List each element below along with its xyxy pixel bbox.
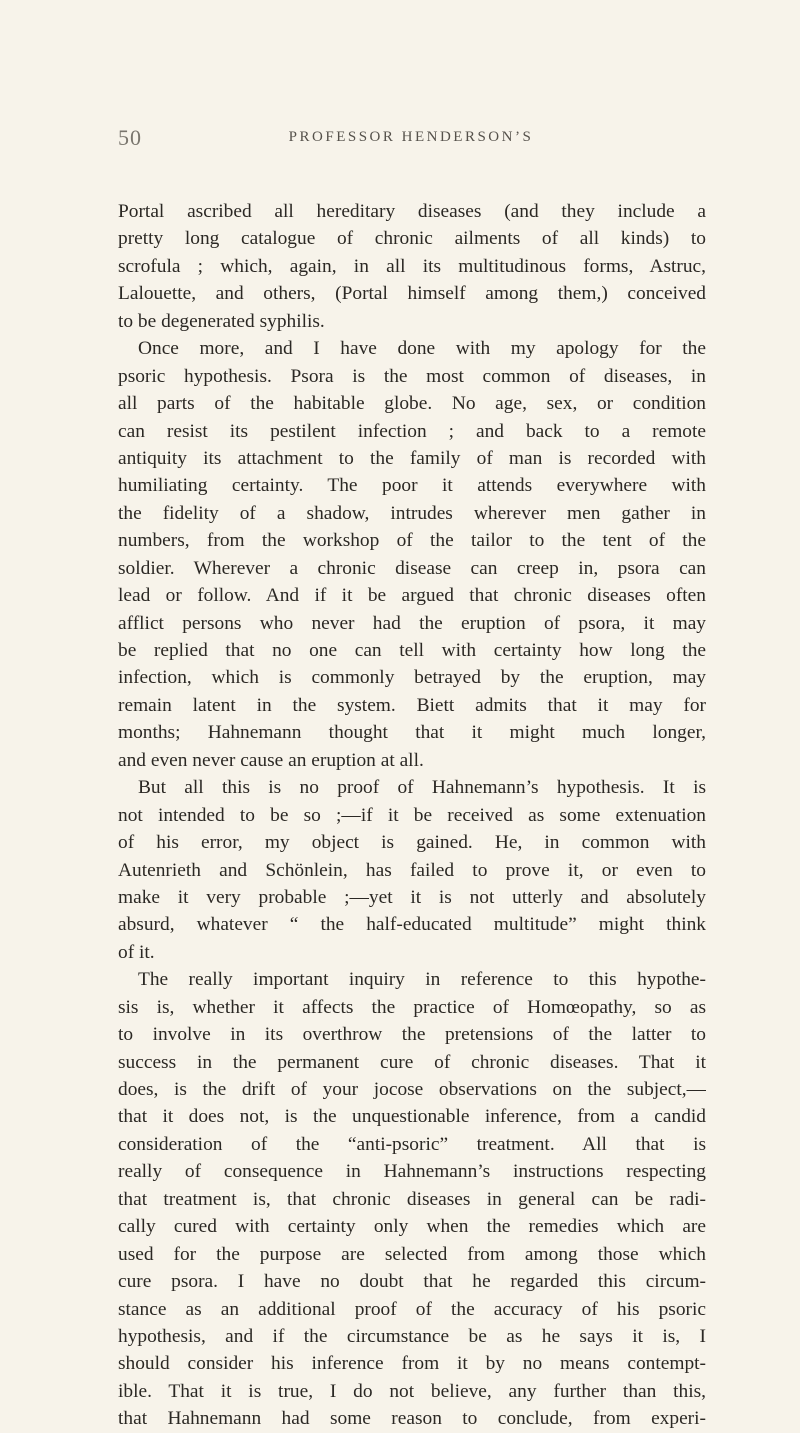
text-line: cally cured with certainty only when the remedies which are xyxy=(118,1216,706,1238)
text-line: pretty long catalogue of chronic ailments of all kinds) to xyxy=(118,228,706,250)
text-line: success in the permanent cure of chronic diseases. That it xyxy=(118,1051,706,1073)
text-line: to be degenerated syphilis. xyxy=(118,310,325,332)
text-line: But all this is no proof of Hahnemann’s hypothesis. It is xyxy=(138,777,706,799)
text-line: does, is the drift of your jocose observations on the subject,— xyxy=(118,1079,706,1100)
body-text xyxy=(118,198,706,1433)
text-line: that treatment is, that chronic diseases in general can be radi- xyxy=(118,1188,706,1210)
text-line: stance as an additional proof of the accuracy of his psoric xyxy=(118,1298,706,1320)
text-line: and even never cause an eruption at all. xyxy=(118,749,424,771)
text-line: of his error, my object is gained. He, in common with xyxy=(118,832,706,854)
text-line: all parts of the habitable globe. No age, sex, or condition xyxy=(118,393,706,415)
text-line: the fidelity of a shadow, intrudes wherever men gather in xyxy=(118,502,706,524)
text-line: months; Hahnemann thought that it might much longer, xyxy=(118,722,706,744)
text-line: really of consequence in Hahnemann’s instructions respecting xyxy=(118,1161,706,1183)
text-line: remain latent in the system. Biett admits that it may for xyxy=(118,694,706,716)
text-line: The really important inquiry in reference to this hypothe- xyxy=(138,969,706,991)
text-line: humiliating certainty. The poor it attends everywhere with xyxy=(118,475,706,497)
text-line: Lalouette, and others, (Portal himself among them,) conceived xyxy=(118,283,706,305)
page-number: 50 xyxy=(118,125,142,150)
text-line: ible. That it is true, I do not believe, any further than this, xyxy=(118,1380,706,1402)
text-line: Portal ascribed all hereditary diseases (and they include a xyxy=(118,201,706,222)
text-line: can resist its pestilent infection ; and back to a remote xyxy=(118,420,706,442)
text-line: scrofula ; which, again, in all its multitudinous forms, Astruc, xyxy=(118,255,706,277)
text-line: lead or follow. And if it be argued that chronic diseases often xyxy=(118,585,706,607)
text-line: sis is, whether it affects the practice of Homœopathy, so as xyxy=(118,996,706,1018)
text-line: numbers, from the workshop of the tailor to the tent of the xyxy=(118,530,706,552)
text-line: of it. xyxy=(118,941,155,963)
text-line: psoric hypothesis. Psora is the most common of diseases, in xyxy=(118,365,706,387)
text-line: consideration of the “anti-psoric” treatment. All that is xyxy=(118,1133,706,1155)
text-line: Autenrieth and Schönlein, has failed to prove it, or even to xyxy=(118,859,706,881)
text-line: make it very probable ;—yet it is not utterly and absolutely xyxy=(118,886,706,908)
text-line: used for the purpose are selected from among those which xyxy=(118,1243,706,1265)
text-line: antiquity its attachment to the family of man is recorded with xyxy=(118,447,706,469)
text-line: to involve in its overthrow the pretensions of the latter to xyxy=(118,1024,706,1046)
text-line: soldier. Wherever a chronic disease can creep in, psora can xyxy=(118,557,706,579)
text-line: not intended to be so ;—if it be received as some extenuation xyxy=(118,804,706,826)
text-line: hypothesis, and if the circumstance be as he says it is, I xyxy=(118,1325,706,1347)
text-line: that Hahnemann had some reason to conclude, from experi- xyxy=(118,1408,706,1430)
text-line: be replied that no one can tell with certainty how long the xyxy=(118,640,706,661)
text-line: afflict persons who never had the eruption of psora, it may xyxy=(118,612,706,634)
page-header xyxy=(118,125,704,155)
text-line: that it does not, is the unquestionable inference, from a candid xyxy=(118,1106,706,1128)
text-line: Once more, and I have done with my apology for the xyxy=(138,338,706,360)
text-line: absurd, whatever “ the half-educated multitude” might think xyxy=(118,914,706,936)
text-line: infection, which is commonly betrayed by the eruption, may xyxy=(118,667,706,689)
text-line: should consider his inference from it by no means contempt- xyxy=(118,1353,706,1375)
running-head: PROFESSOR HENDERSON’S xyxy=(288,129,534,145)
text-line: cure psora. I have no doubt that he regarded this circum- xyxy=(118,1271,706,1293)
